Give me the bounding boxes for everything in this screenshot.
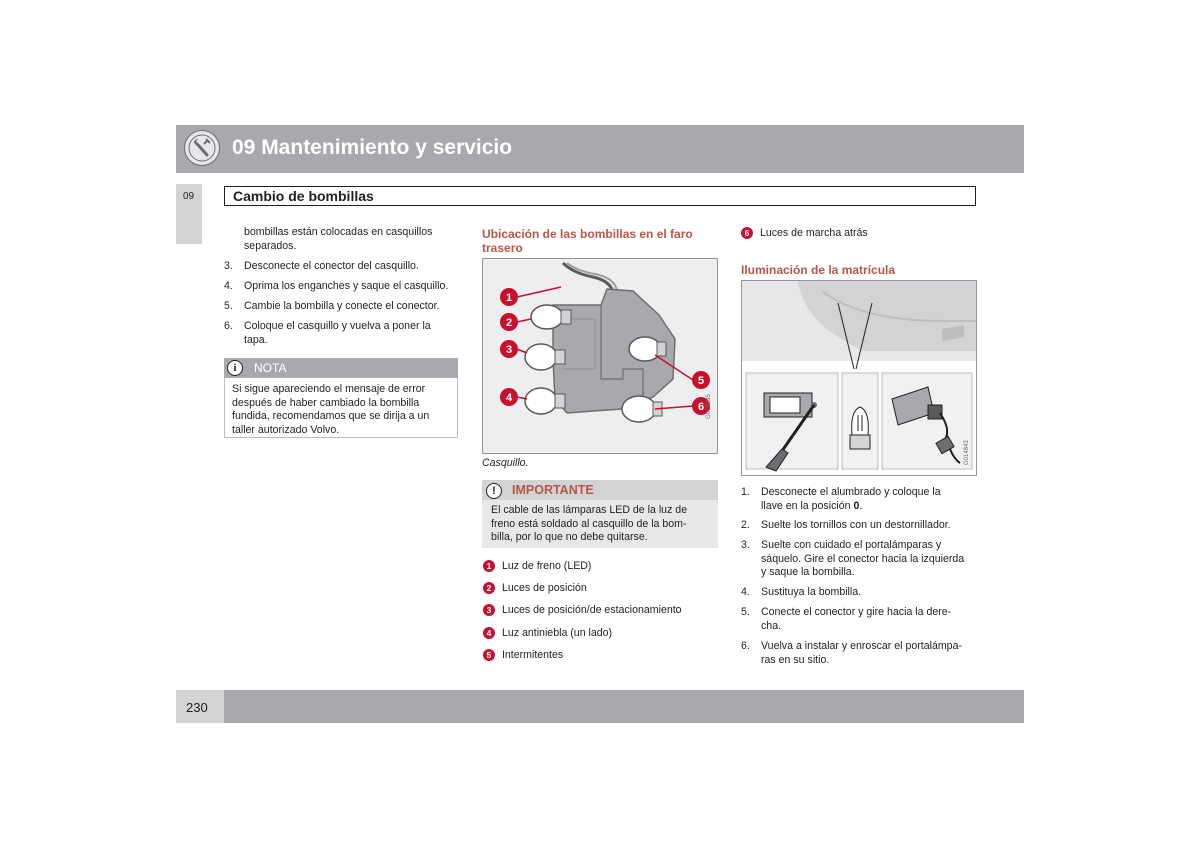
step-text [761, 486, 941, 513]
step-text-part: . [859, 499, 863, 512]
taillight-heading [482, 227, 722, 255]
legend-item [741, 227, 868, 241]
info-icon: i [227, 360, 243, 376]
heading-line: trasero [482, 241, 523, 255]
step-text [761, 539, 964, 580]
license-lamp-illustration [742, 281, 976, 475]
legend-badge: 5 [483, 649, 495, 661]
step-number: 4. [741, 586, 750, 598]
legend-label: Luces de marcha atrás [759, 227, 868, 239]
intro-line: bombillas están colocadas en casquillos [244, 226, 433, 238]
note-line: Si sigue apareciendo el mensaje de error [232, 383, 426, 395]
step-text-line: Vuelva a instalar y enroscar el portalámpa- [761, 640, 962, 652]
step-text-line: ras en su sitio. [761, 653, 830, 666]
svg-text:1: 1 [505, 292, 513, 304]
section-title: Cambio de bombillas [233, 188, 374, 204]
step-number: 3. [741, 539, 750, 551]
legend-label: Intermitentes [501, 649, 564, 661]
note-line: después de haber cambiado la bombilla [232, 396, 420, 409]
callout-1 [500, 288, 518, 306]
page-number: 230 [186, 700, 208, 715]
step-text-part: llave en la posición [761, 499, 854, 512]
step-text: Desconecte el conector del casquillo. [244, 260, 419, 272]
legend-item [483, 649, 563, 663]
important-text [491, 504, 715, 545]
legend-item [483, 604, 682, 618]
step-text-line: Desconecte el alumbrado y coloque la [761, 486, 941, 498]
callout-2 [500, 313, 518, 331]
key-position-value: 0 [853, 499, 860, 512]
legend-item [483, 582, 587, 596]
taillight-figure [482, 258, 718, 454]
svg-text:2: 2 [505, 317, 513, 329]
figure-code: G014843 [964, 440, 970, 465]
step-text-line: Suelte con cuidado el portalámparas y [761, 539, 942, 551]
step-text-line: sáquelo. Gire el conector hacia la izquierda [761, 552, 965, 565]
svg-text:6: 6 [697, 401, 705, 413]
note-line: fundida, recomendamos que se dirija a un [232, 410, 430, 423]
step-number: 4. [224, 280, 233, 292]
step-text: Oprima los enganches y saque el casquillo. [244, 280, 449, 292]
legend-badge: 6 [741, 227, 753, 239]
step-number: 1. [741, 486, 750, 498]
important-title: IMPORTANTE [512, 483, 594, 497]
step-number: 6. [224, 320, 233, 332]
figure-code: G018035 [706, 394, 712, 419]
important-line: El cable de las lámparas LED de la luz de [491, 504, 688, 516]
legend-badge: 1 [483, 560, 495, 572]
step-text: Sustituya la bombilla. [761, 586, 862, 598]
legend-label: Luz de freno (LED) [501, 560, 592, 572]
step-text-line: Coloque el casquillo y vuelva a poner la [244, 320, 431, 332]
legend-label: Luz antiniebla (un lado) [501, 627, 613, 639]
callout-4 [500, 388, 518, 406]
important-line: billa, por lo que no debe quitarse. [491, 531, 648, 544]
step-text-line: y saque la bombilla. [761, 566, 855, 579]
step-text-line: Conecte el conector y gire hacia la dere- [761, 606, 952, 618]
step-text-line: tapa. [244, 333, 268, 346]
step-number: 6. [741, 640, 750, 652]
note-title: NOTA [254, 361, 287, 375]
important-line: freno está soldado al casquillo de la bom- [491, 517, 687, 530]
intro-line: separados. [244, 239, 297, 252]
legend-item [483, 560, 591, 574]
step-number: 5. [224, 300, 233, 312]
step-text [761, 640, 962, 667]
step-text [761, 606, 951, 633]
wrench-icon [184, 130, 220, 166]
step-number: 5. [741, 606, 750, 618]
figure-caption: Casquillo. [482, 457, 529, 469]
svg-text:3: 3 [505, 344, 513, 356]
legend-badge: 3 [483, 604, 495, 616]
chapter-title: 09 Mantenimiento y servicio [232, 136, 513, 159]
svg-text:4: 4 [505, 392, 513, 404]
step-text: Suelte los tornillos con un destornillador. [761, 519, 951, 531]
step-number: 2. [741, 519, 750, 531]
step-text-line: cha. [761, 619, 782, 632]
step-text-line [761, 500, 941, 514]
legend-label: Luces de posición [501, 582, 587, 594]
step-number: 3. [224, 260, 233, 272]
note-line: taller autorizado Volvo. [232, 423, 340, 436]
step-item [741, 606, 981, 636]
svg-text:5: 5 [697, 375, 705, 387]
footer-band [224, 690, 1024, 723]
heading-line: Ubicación de las bombillas en el faro [482, 227, 693, 241]
legend-label: Luces de posición/de estacionamiento [501, 604, 682, 616]
bulb-holder-illustration [483, 259, 717, 453]
step-text [244, 320, 431, 347]
callout-3 [500, 340, 518, 358]
intro-text [244, 226, 432, 253]
step-item [741, 640, 981, 670]
legend-badge: 4 [483, 627, 495, 639]
license-plate-heading: Iluminación de la matrícula [741, 263, 896, 277]
legend-item [483, 627, 612, 641]
legend-badge: 2 [483, 582, 495, 594]
step-item [741, 539, 981, 583]
warning-icon: ! [486, 483, 502, 499]
step-item [741, 486, 981, 516]
license-plate-figure [741, 280, 977, 476]
step-item [224, 320, 464, 350]
chapter-tab-number: 09 [183, 191, 195, 202]
note-text [232, 383, 454, 437]
step-text: Cambie la bombilla y conecte el conector. [244, 300, 440, 312]
callout-5 [692, 371, 710, 389]
